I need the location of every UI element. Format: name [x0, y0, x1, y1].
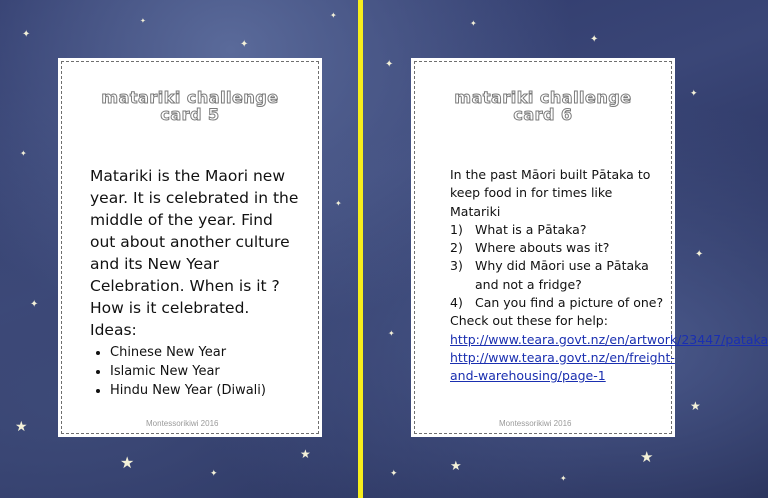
question-number: 4) [450, 295, 463, 311]
star-icon: ✦ [30, 299, 39, 310]
card-paragraph: Matariki is the Maori new year. It is celebrated in the middle of the year. Find out about another culture and its New Year Celebration. When is it ? How is it celebrated. [90, 167, 299, 317]
question-text: Can you find a picture of one? [475, 295, 664, 311]
star-icon: ✦ [385, 59, 394, 70]
ideas-list [90, 343, 300, 400]
star-icon: ✦ [695, 249, 704, 260]
yellow-divider [358, 0, 363, 498]
star-icon: ★ [120, 453, 135, 472]
star-icon: ✦ [240, 39, 249, 50]
star-icon: ✦ [22, 29, 31, 40]
question-text: Where abouts was it? [475, 240, 610, 256]
list-item: • Chinese New Year [110, 343, 300, 362]
question-number: 2) [450, 240, 463, 256]
star-icon: ✦ [590, 34, 599, 45]
list-item [450, 221, 665, 239]
star-icon: ★ [640, 448, 654, 466]
star-icon: ★ [690, 399, 701, 413]
card-title [62, 89, 318, 123]
star-icon: ✦ [335, 199, 342, 208]
card-title [415, 89, 671, 123]
card-body [90, 165, 300, 400]
list-item: • Islamic New Year [110, 362, 300, 381]
list-item: • Hindu New Year (Diwali) [110, 381, 300, 400]
star-icon: ✦ [388, 329, 395, 338]
challenge-card-5 [61, 61, 319, 434]
card-title-line1: matariki challenge [454, 88, 632, 107]
star-icon: ★ [450, 459, 462, 474]
card-title-line1: matariki challenge [101, 88, 279, 107]
question-text: What is a Pātaka? [475, 221, 587, 237]
challenge-card-6 [414, 61, 768, 434]
star-icon: ✦ [690, 89, 698, 99]
star-icon: ✦ [560, 474, 567, 483]
star-icon: ✦ [20, 149, 27, 158]
star-icon: ✦ [390, 469, 398, 479]
star-icon: ★ [300, 447, 311, 461]
questions-list [450, 221, 665, 312]
card-body [450, 166, 768, 386]
star-icon: ✦ [470, 19, 477, 28]
card-footer: Montessorikiwi 2016 [146, 419, 219, 428]
card-title-line2: card 5 [160, 105, 220, 124]
list-item [450, 294, 665, 312]
star-icon: ✦ [330, 11, 337, 20]
star-icon: ✦ [140, 17, 146, 25]
help-label: Check out these for help: [450, 313, 608, 329]
list-item [450, 257, 665, 294]
question-number: 3) [450, 258, 463, 274]
card-title-line2: card 6 [513, 105, 573, 124]
teara-warehousing-link[interactable]: http://www.teara.govt.nz/en/freight-and-warehousing/page-1 [450, 349, 675, 384]
star-icon: ★ [15, 419, 28, 435]
card-intro: In the past Māori built Pātaka to keep food in for times like Matariki [450, 167, 651, 219]
question-text: Why did Māori use a Pātaka and not a fridge? [475, 258, 649, 292]
ideas-label: Ideas: [90, 321, 137, 339]
star-icon: ✦ [210, 469, 218, 479]
teara-pataka-link[interactable]: http://www.teara.govt.nz/en/artwork/23447/pataka [450, 331, 768, 347]
card-footer: Montessorikiwi 2016 [499, 419, 572, 428]
list-item [450, 239, 665, 257]
question-number: 1) [450, 221, 463, 237]
